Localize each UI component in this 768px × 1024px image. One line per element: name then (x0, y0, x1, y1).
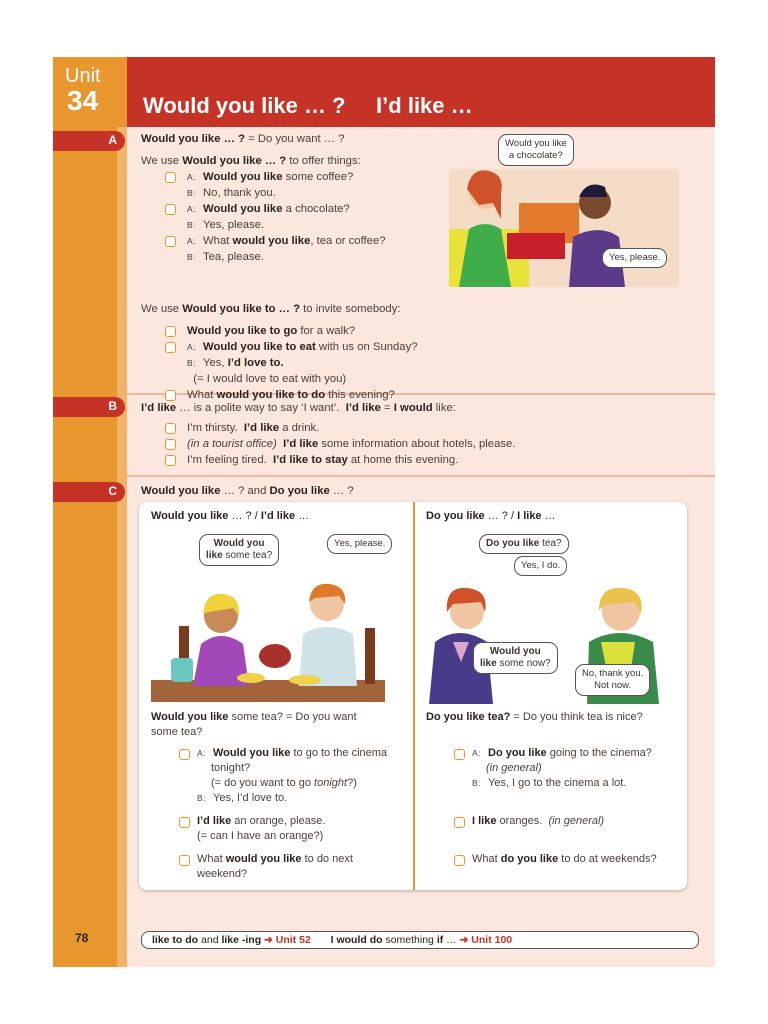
definition-line: Do you like tea? = Do you think tea is nice? (426, 711, 643, 723)
bullet-icon (165, 455, 176, 466)
page-title: Would you like … ? I’d like … (143, 93, 473, 118)
example-line: What do you like to do at weekends? (426, 852, 684, 867)
bullet-icon (454, 749, 465, 760)
example-line: B: Yes, please. (187, 219, 265, 231)
bullet-icon (179, 749, 190, 760)
section-b-intro: I’d like … is a polite way to say ‘I want’. I’d like = I would like: (141, 402, 456, 414)
speech-bubble: Do you like tea? (479, 534, 569, 554)
example-line: Would you like to go for a walk? (141, 323, 441, 339)
section-tab-a: A (53, 131, 125, 151)
left-column (151, 710, 409, 882)
left-column-heading: Would you like … ? / I’d like … (151, 510, 310, 522)
example-line: B: No, thank you. (187, 187, 276, 199)
bullet-icon (165, 204, 176, 215)
example-line: What would you like to do this evening? (141, 387, 441, 403)
unit-100-link[interactable]: ➜ Unit 100 (459, 934, 513, 946)
right-column-heading: Do you like … ? / I like … (426, 510, 556, 522)
example-line: A: Would you like to go to the cinema (151, 746, 409, 761)
invite-sentence: We use Would you like to … ? to invite somebody: (141, 303, 401, 315)
bullet-icon (165, 439, 176, 450)
definition-line: some tea? (151, 726, 203, 738)
example-line: (in a tourist office) I’d like some information about hotels, please. (141, 436, 661, 452)
unit-label: Unit (65, 65, 101, 87)
speech-bubble: No, thank you. Not now. (575, 664, 650, 696)
bullet-icon (165, 172, 176, 183)
speech-bubble: Yes, please. (602, 248, 667, 268)
example-line: (in general) (486, 762, 542, 774)
unit-number: 34 (67, 85, 99, 116)
bullet-icon (454, 817, 465, 828)
textbook-page (53, 57, 715, 967)
example-line: I’d like an orange, please. (151, 814, 409, 829)
example-line: (= do you want to go tonight?) (211, 777, 357, 789)
example-line: I’m thirsty. I’d like a drink. (141, 420, 661, 436)
section-a (141, 131, 441, 403)
cross-reference-bar: like to do and like -ing ➜ Unit 52 I would do something if … ➜ Unit 100 (141, 931, 699, 949)
bullet-icon (179, 817, 190, 828)
example-line: A: Would you like some coffee? (141, 169, 441, 185)
bullet-icon (165, 326, 176, 337)
example-line: B: Yes, I go to the cinema a lot. (472, 777, 627, 789)
speech-bubble: Yes, please. (327, 534, 392, 554)
bullet-icon (454, 855, 465, 866)
section-tab-c: C (53, 482, 125, 502)
example-line: I’m feeling tired. I’d like to stay at home this evening. (141, 452, 661, 468)
example-line: B: Yes, I’d love to. (= I would love to eat with you) (187, 357, 347, 385)
example-line: A: Would you like to eat with us on Sunday? (141, 339, 441, 355)
bullet-icon (165, 342, 176, 353)
example-line: I like oranges. (in general) (426, 814, 684, 829)
page-number: 78 (75, 931, 89, 945)
bullet-icon (165, 236, 176, 247)
comparison-box (139, 502, 687, 890)
example-line: tonight? (211, 762, 251, 774)
section-divider (127, 475, 715, 477)
unit-52-link[interactable]: ➜ Unit 52 (261, 934, 311, 946)
example-line: weekend? (197, 868, 248, 880)
speech-bubble: Would you like some now? (473, 642, 558, 674)
speech-bubble: Would you like a chocolate? (498, 134, 574, 166)
bullet-icon (165, 423, 176, 434)
column-divider (413, 502, 415, 890)
bullet-icon (179, 855, 190, 866)
example-line: What would you like to do next (151, 852, 409, 867)
example-line: B: Yes, I’d love to. (197, 792, 288, 804)
right-column (426, 710, 684, 867)
example-line: A: What would you like, tea or coffee? (141, 233, 441, 249)
definition-line: Would you like some tea? = Do you want (151, 711, 357, 723)
speech-bubble: Would you like some tea? (199, 534, 279, 566)
section-c-intro: Would you like … ? and Do you like … ? (141, 485, 354, 497)
example-line: A: Would you like a chocolate? (141, 201, 441, 217)
example-line: B: Tea, please. (187, 251, 264, 263)
unit-box (53, 57, 127, 127)
example-line: A: Do you like going to the cinema? (426, 746, 684, 761)
section-b (141, 400, 661, 468)
section-a-intro: Would you like … ? = Do you want … ? (141, 133, 345, 145)
speech-bubble: Yes, I do. (514, 556, 567, 576)
offer-sentence: We use Would you like … ? to offer things: (141, 155, 361, 167)
left-margin-strip (53, 57, 127, 967)
example-line: (= can I have an orange?) (197, 830, 324, 842)
section-tab-b: B (53, 397, 125, 417)
